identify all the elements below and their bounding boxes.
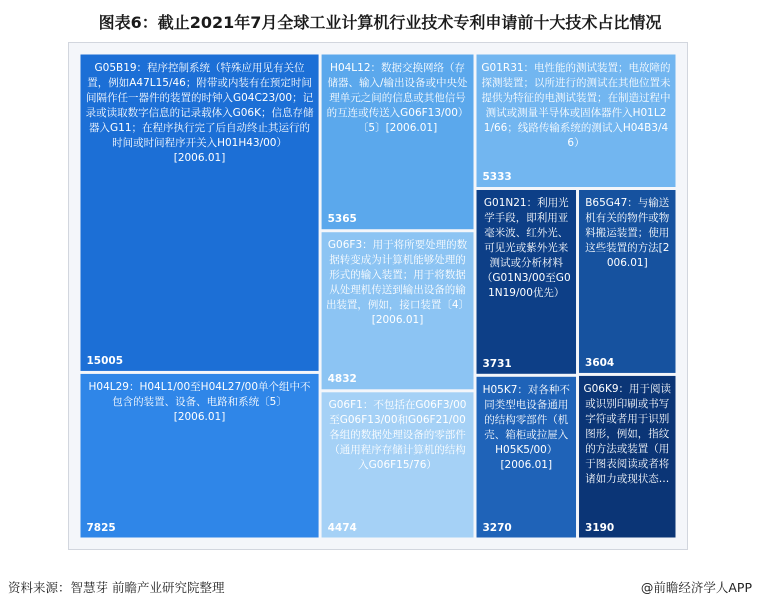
tile-value: 15005: [86, 354, 124, 367]
treemap-frame: [68, 42, 688, 550]
tile-label: G01R31：电性能的测试装置；电故障的探测装置；以所进行的测试在其他位置未提供为特征的电测试装置；在制造过程中测试或测量半导体或固体器件入H01L21/66；线路传输系统的测试入H04B3/46）: [481, 61, 671, 149]
tile-label: H05K7：对各种不同类型电设备通用的结构零部件（机壳、箱柜或拉屉入H05K5/00） [2006.01]: [482, 383, 570, 471]
tile-value: 3190: [585, 521, 615, 534]
brand-note: @前瞻经济学人APP: [640, 580, 752, 595]
tile-label: G01N21：利用光学手段，即利用亚毫米波、红外光、可见光或紫外光来测试或分析材料（G01N3/00至G01N19/00优先）: [481, 196, 571, 299]
tile-value: 5333: [482, 170, 512, 183]
source-note: 资料来源：智慧芽 前瞻产业研究院整理: [8, 580, 225, 595]
tile-label: H04L29：H04L1/00至H04L27/00单个组中不包含的装置、设备、电路和系统〔5〕 [2006.01]: [88, 380, 311, 423]
tile-value: 5365: [327, 213, 357, 226]
tile-label: G06F3：用于将所要处理的数据转变成为计算机能够处理的形式的输入装置；用于将数据从处理机传送到输出设备的输出装置，例如，接口装置〔4〕[2006.01]: [325, 239, 470, 327]
tile-label: B65G47：与输送机有关的物件或物料搬运装置；使用这些装置的方法[2006.01]: [585, 196, 670, 269]
tile-value: 3270: [482, 521, 512, 534]
tile-value: 7825: [86, 521, 116, 534]
tile-value: 4474: [327, 521, 357, 534]
tile-label: H04L12：数据交换网络（存储器、输入/输出设备或中央处理单元之间的信息或其他信号的互连或传送入G06F13/00）〔5〕[2006.01]: [326, 61, 469, 134]
tile-value: 3604: [585, 356, 615, 369]
chart-title: 图表6：截止2021年7月全球工业计算机行业技术专利申请前十大技术占比情况: [98, 13, 662, 32]
tile-value: 4832: [327, 373, 357, 386]
tile-label: G05B19：程序控制系统（特殊应用见有关位置，例如A47L15/46；附带或内装有在预定时间间隔作任一器件的装置的时钟入G04C23/00；记录或读取数字信息的记录载体入G06K；信息存储器入G11；在程序执行完了后自动终止其运行的时间或时间程序开关入H01H43/00） [2006.01]: [85, 61, 314, 164]
tile-label: G06F1：不包括在G06F3/00至G06F13/00和G06F21/00各组的数据处理设备的零部件（通用程序存储计算机的结构入G06F15/76）: [328, 399, 467, 472]
tile-value: 3731: [482, 357, 512, 370]
tile-label: G06K9：用于阅读或识别印刷或书写字符或者用于识别图形，例如，指纹的方法或装置（用于图表阅读或者将诸如力或现状态…: [583, 382, 672, 485]
